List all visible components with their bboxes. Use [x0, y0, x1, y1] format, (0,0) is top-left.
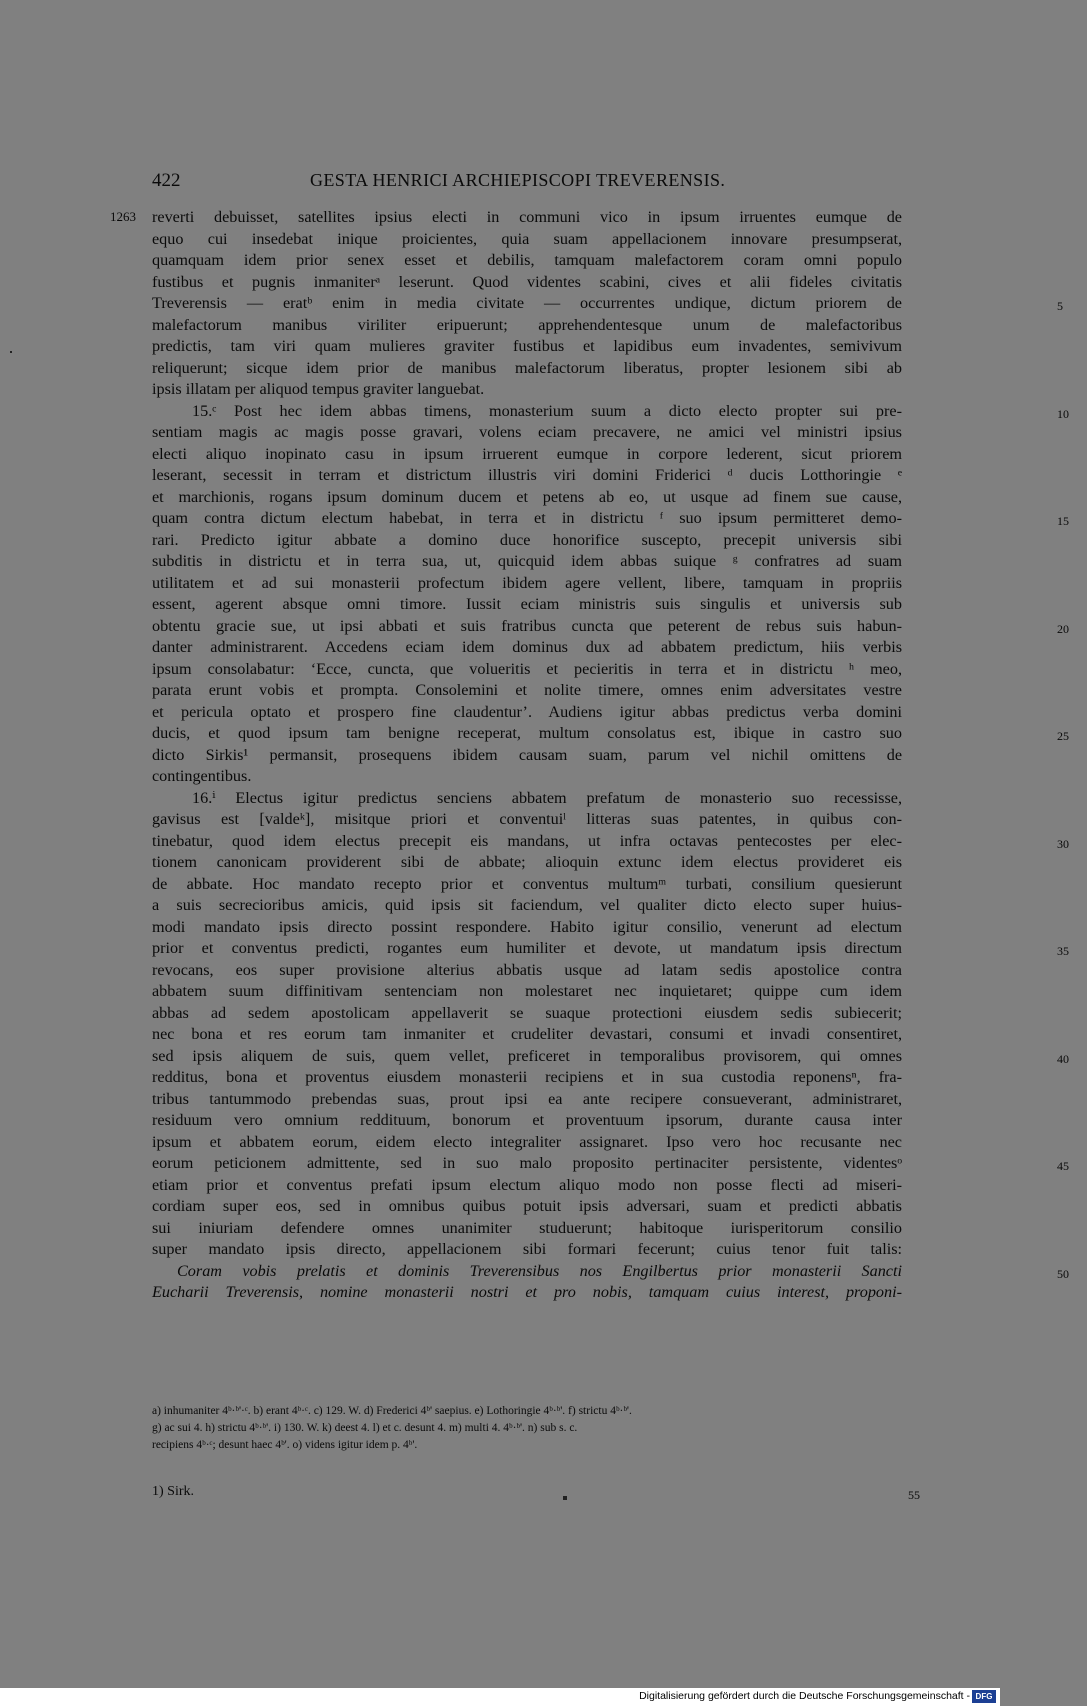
text-line: abbatem suum diffinitivam sentenciam non molestaret nec inquietaret; quippe cum idem: [152, 982, 902, 1000]
margin-line-number: 35: [1057, 944, 1069, 958]
text-line: sentiam magis ac magis posse gravari, volens eciam precavere, ne amici vel ministri ipsius: [152, 423, 902, 441]
critical-apparatus: [152, 1403, 912, 1454]
text-line: modi mandato ipsis directo possint respondere. Habito igitur consilio, venerunt ad electum: [152, 917, 902, 936]
footnote-line: a) inhumaniter 4ᵇ·ᵇ'·ᶜ. b) erant 4ᵇ·ᶜ. c) 129. W. d) Frederici 4ᵇ' saepius. e) Lothoringie 4ᵇ·ᵇ'. f) strictu 4ᵇ·ᵇ'.: [152, 1405, 632, 1417]
page-header: [152, 170, 897, 194]
margin-line-number: 45: [1057, 1159, 1069, 1173]
margin-line-number: 30: [1057, 836, 1069, 851]
margin-line-number: 15: [1057, 514, 1069, 528]
text-line: nec bona et res eorum tam inmaniter et crudeliter devastari, consumi et invadi consentiret,: [152, 1025, 902, 1043]
text-line: prior et conventus predicti, rogantes eum humiliter et devote, ut mandatum ipsis directum: [152, 939, 902, 957]
margin-line-number: 5: [1057, 299, 1063, 313]
text-line: parata erunt vobis et prompta. Consolemini et nolite timere, omnes enim adversitates vestre: [152, 681, 902, 699]
text-line: revocans, eos super provisione alterius abbatis usque ad latam sedis apostolice contra: [152, 960, 902, 979]
scan-speck: [10, 351, 12, 353]
text-line: 15.ᶜ Post hec idem abbas timens, monasterium suum a dicto electo propter sui pre-: [192, 401, 902, 420]
text-line: Treverensis — eratᵇ enim in media civitate — occurrentes undique, dictum priorem de: [152, 294, 902, 312]
text-line: a suis secrecioribus amicis, quid ipsis sit faciendum, vel qualiter dicto electo super huius-: [152, 896, 902, 914]
text-line: ipsum consolabatur: ‘Ecce, cuncta, que volueritis et pecieritis in terra et in districtu ʰ meo,: [152, 659, 902, 678]
margin-year: 1263: [110, 209, 136, 224]
margin-line-number: 40: [1057, 1051, 1069, 1066]
text-line: tinebatur, quod idem electus precepit eis mandans, ut infra octavas pentecostes per elec-: [152, 831, 902, 850]
text-line: de abbate. Hoc mandato recepto prior et conventus multumᵐ turbati, consilium quesierunt: [152, 874, 902, 893]
margin-line-number: 10: [1057, 406, 1069, 421]
text-line: predictis, tam viri quam mulieres graviter fustibus et lapidibus eum invadentes, semivivum: [152, 337, 902, 355]
text-line: dicto Sirkis¹ permansit, prosequens ibidem causam suam, parum vel nichil omittens de: [152, 745, 902, 764]
footnote-line: g) ac sui 4. h) strictu 4ᵇ·ᵇ'. i) 130. W. k) deest 4. l) et c. desunt 4. m) multi 4. 4ᵇ·ᵇ'. n) sub s. c.: [152, 1422, 578, 1434]
text-line: et pericula optato et prospero fine claudentur’. Audiens igitur abbas predictus verba domini: [152, 702, 902, 721]
text-line: subditis in districtu et in terra sua, ut, quicquid idem abbas suique ᵍ confratres ad suam: [152, 552, 902, 570]
text-line: tionem canonicam providerent sibi de abbate; alioquin extunc idem electus provideret eis: [152, 853, 902, 871]
text-line: fustibus et pugnis inmaniterᵃ leserunt. Quod videntes scabini, cives et alii fideles civitatis: [152, 272, 902, 291]
text-line: ipsis illatam per aliquod tempus graviter languebat.: [152, 380, 485, 398]
digitization-credit-bar: [0, 1688, 1000, 1706]
margin-line-number: 50: [1057, 1266, 1069, 1281]
text-line: danter administrarent. Accedens eciam idem dominus dux ad abbatem predictum, hiis verbis: [152, 638, 902, 656]
text-line: gavisus est [valdeᵏ], misitque priori et conventuiˡ litteras suas patentes, in quibus con-: [152, 810, 902, 828]
text-line: contingentibus.: [152, 767, 252, 785]
text-line: Eucharii Treverensis, nomine monasterii nostri et pro nobis, tamquam cuius interest, proponi-: [152, 1283, 902, 1301]
text-line: tribus tantummodo prebendas suas, prout ipsi ea ante recipere consueverant, administraret,: [152, 1089, 902, 1108]
text-line: electi aliquo inopinato casu in ipsum irruerent eumque in corpore lederent, sicut priorem: [152, 444, 902, 463]
text-line: sui iniuriam defendere omnes unanimiter studuerunt; habitoque iurisperitorum consilio: [152, 1218, 902, 1237]
text-line: super mandato ipsis directo, appellacionem sibi formari fecerunt; cuius tenor fuit talis:: [152, 1240, 902, 1258]
text-line: ducis, et quod ipsum tam benigne receperat, multum consolatus est, ibique in castro suo: [152, 724, 902, 742]
digitization-credit: Digitalisierung gefördert durch die Deutsche Forschungsgemeinschaft -: [639, 1690, 970, 1702]
text-line: ipsum et abbatem eorum, eidem electo integraliter assignaret. Ipso vero hoc recusante nec: [152, 1132, 902, 1151]
text-line: residuum vero omnium reddituum, bonorum et proventuum ipsorum, durante causa inter: [152, 1111, 902, 1129]
margin-line-number: 25: [1057, 729, 1069, 743]
text-line: cordiam super eos, sed in omnibus quibus potuit ipsis adversari, suam et predicti abbatis: [152, 1197, 902, 1215]
text-line: redditus, bona et proventus eiusdem monasterii recipiens et in sua custodia reponensⁿ, fra-: [152, 1068, 902, 1086]
footnote-line: recipiens 4ᵇ·ᶜ; desunt haec 4ᵇ'. o) videns igitur idem p. 4ᵇ'.: [152, 1439, 418, 1451]
page-number: 422: [152, 170, 181, 191]
text-line: eorum peticionem admittente, sed in suo malo proposito pertinaciter persistente, videntesᵒ: [152, 1154, 902, 1172]
text-line: utilitatem et ad sui monasterii profectum ibidem agere vellent, libere, tamquam in propriis: [152, 573, 902, 592]
text-line: abbas ad sedem apostolicam appellaverit se suaque protectioni eiusdem sedis subiecerit;: [152, 1003, 902, 1022]
text-line: Coram vobis prelatis et dominis Treverensibus nos Engilbertus prior monasterii Sancti: [177, 1261, 902, 1280]
text-line: etiam prior et conventus prefati ipsum electum aliquo modo non posse flecti ad miseri-: [152, 1175, 902, 1194]
text-line: quam contra dictum electum habebat, in terra et in districtu ᶠ suo ipsum permitteret demo-: [152, 509, 902, 527]
running-title: GESTA HENRICI ARCHIEPISCOPI TREVERENSIS.: [310, 170, 726, 190]
margin-line-number: 20: [1057, 621, 1069, 636]
text-line: leserant, secessit in terram et districtum illustris viri domini Friderici ᵈ ducis Lotthoringie ᵉ: [152, 466, 902, 484]
margin-line-number: 55: [908, 1488, 920, 1502]
text-line: obtentu gracie sue, ut ipsi abbati et suis fratribus cuncta que peterent de rebus suis habun-: [152, 616, 902, 635]
dfg-logo: DFG: [972, 1690, 996, 1703]
text-line: 16.ⁱ Electus igitur predictus senciens abbatem prefatum de monasterio suo recessisse,: [192, 788, 902, 807]
text-line: equo cui insedebat inique proicientes, quia suam appellacionem innovare presumpserat,: [152, 229, 902, 248]
text-line: quamquam idem prior senex esset et debilis, tamquam malefactorem coram omni populo: [152, 251, 902, 269]
body-text: [152, 207, 1069, 1304]
text-line: reverti debuisset, satellites ipsius electi in communi vico in ipsum irruentes eumque de: [152, 208, 902, 226]
text-line: essent, agerent absque omni timore. Iussit eciam ministris suis singulis et universis sub: [152, 595, 902, 613]
text-line: malefactorum manibus viriliter eripuerunt; apprehendentesque unum de malefactoribus: [152, 315, 902, 334]
text-line: rari. Predicto igitur abbate a domino duce honorifice suscepto, precepit universis sibi: [152, 530, 902, 549]
scan-speck: [563, 1496, 567, 1500]
text-line: reliquerunt; sicque idem prior de manibus malefactorum liberatus, propter lesionem sibi ab: [152, 358, 902, 377]
source-footnote: 1) Sirk.: [152, 1484, 194, 1499]
text-line: sed ipsis aliquem de suis, quem vellet, preficeret in temporalibus provisorem, qui omnes: [152, 1046, 902, 1065]
text-line: et marchionis, rogans ipsum dominum ducem et petens ab eo, ut usque ad finem sue cause,: [152, 487, 902, 506]
